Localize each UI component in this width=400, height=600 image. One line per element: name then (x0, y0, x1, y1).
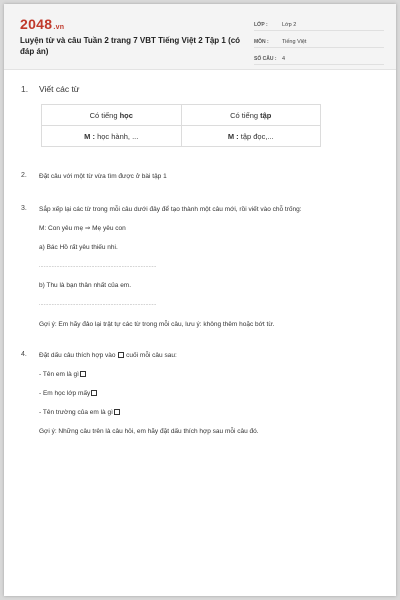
answer-line-a[interactable]: .......................................................................... (39, 263, 157, 269)
answer-line-b[interactable]: .......................................................................... (39, 301, 157, 307)
meta-label-subject: MÔN : (254, 39, 269, 45)
question-2-text: Đặt câu với một từ vừa tìm được ở bài tập 1 (39, 173, 167, 180)
meta-row-subject (254, 34, 384, 48)
logo-sub-text: .vn (53, 24, 65, 31)
cell-tap-label: M : (227, 131, 239, 141)
meta-value-question-count: 4 (282, 56, 286, 62)
site-logo[interactable] (20, 16, 64, 32)
question-3 (21, 205, 380, 329)
question-1-text: Viết các từ (39, 84, 80, 94)
question-3-part-b: b) Thu là bạn thân nhất của em. (39, 282, 132, 289)
answer-box-3[interactable] (114, 409, 120, 415)
table-cell-hoc-example (42, 126, 182, 147)
meta-value-class: Lớp 2 (282, 22, 297, 28)
question-3-hint: Gợi ý: Em hãy đảo lại trật tự các từ trong mỗi câu, lưu ý: không thêm hoặc bớt từ. (39, 321, 275, 328)
header-hoc-bold: học (119, 110, 133, 120)
header-tap-prefix: Có tiếng (230, 110, 261, 120)
list-item (39, 408, 380, 417)
meta-row-question-count (254, 51, 384, 65)
question-4-item-2: - Em học lớp mấy (39, 390, 91, 397)
question-1 (21, 84, 380, 94)
table-row (42, 126, 321, 147)
question-2-number: 2. (21, 172, 27, 179)
document-title: Luyện từ và câu Tuần 2 trang 7 VBT Tiếng Việt 2 Tập 1 (có đáp án) (20, 36, 241, 56)
list-item (39, 389, 380, 398)
question-4-number: 4. (21, 351, 27, 358)
header-tap-bold: tập (260, 110, 272, 120)
cell-hoc-label: M : (84, 131, 95, 141)
checkbox-icon (118, 352, 124, 358)
question-4-item-1: - Tên em là gì (39, 371, 79, 378)
list-item (39, 370, 380, 379)
table-header-tap (181, 105, 321, 126)
answer-box-1[interactable] (80, 371, 86, 377)
question-4-text-after: cuối mỗi câu sau: (126, 352, 177, 359)
cell-tap-text: tập đọc,... (238, 131, 274, 141)
meta-row-class (254, 17, 384, 31)
question-3-number: 3. (21, 205, 27, 212)
word-table (41, 104, 321, 147)
question-4-hint: Gợi ý: Những câu trên là câu hỏi, em hãy đặt dấu thích hợp sau mỗi câu đó. (39, 428, 259, 435)
meta-label-class: LỚP : (254, 22, 268, 28)
table-cell-tap-example (181, 126, 321, 147)
cell-hoc-text: học hành, ... (94, 131, 139, 141)
question-4-text (39, 351, 380, 360)
worksheet-header (4, 4, 396, 70)
question-3-example: M: Con yêu mẹ ⇒ Mẹ yêu con (39, 225, 126, 232)
question-2 (21, 172, 380, 181)
header-hoc-prefix: Có tiếng (89, 110, 120, 120)
meta-value-subject: Tiếng Việt (282, 39, 307, 45)
question-1-number: 1. (21, 84, 29, 94)
question-4 (21, 351, 380, 436)
meta-label-question-count: SỐ CÂU : (254, 56, 277, 62)
answer-box-2[interactable] (91, 390, 97, 396)
table-header-hoc (42, 105, 182, 126)
worksheet-content (4, 70, 396, 436)
table-header-row (42, 105, 321, 126)
logo-main-text: 2048 (20, 16, 53, 32)
question-4-item-3: - Tên trường của em là gì (39, 409, 113, 416)
question-4-text-before: Đặt dấu câu thích hợp vào (39, 352, 116, 359)
question-3-text: Sắp xếp lại các từ trong mỗi câu dưới đây để tạo thành một câu mới, rồi viết vào chỗ trống: (39, 206, 302, 213)
question-3-part-a: a) Bác Hồ rất yêu thiếu nhi. (39, 244, 118, 251)
worksheet (4, 4, 396, 596)
meta-info (254, 17, 384, 68)
